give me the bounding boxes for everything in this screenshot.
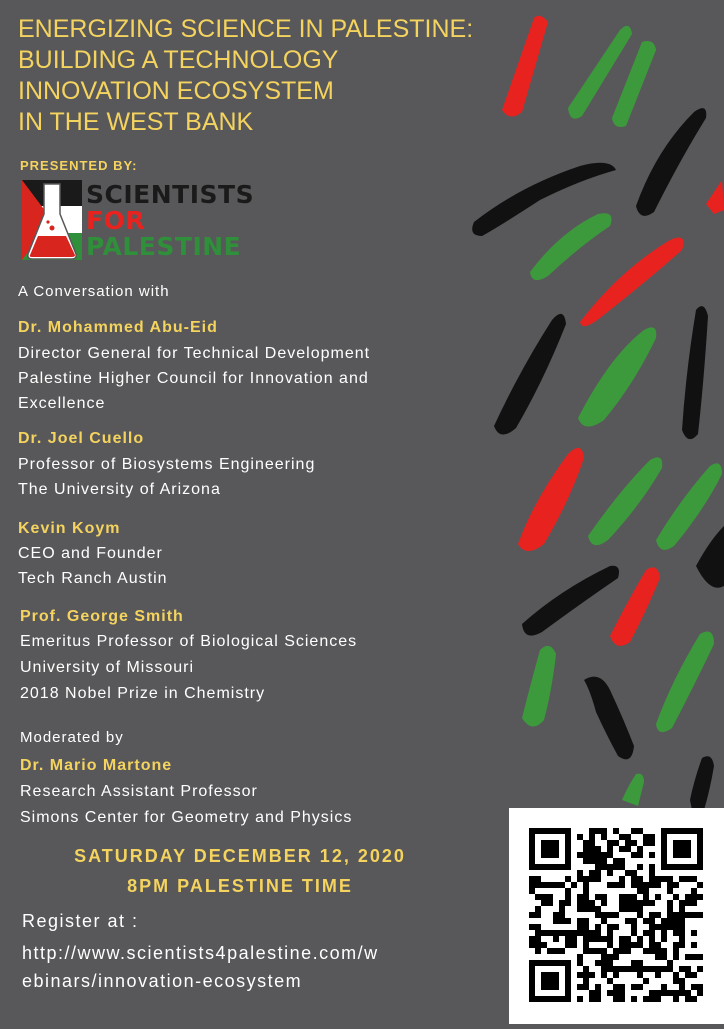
speaker-title-line: 2018 Nobel Prize in Chemistry (20, 685, 266, 702)
speaker-title-line: Excellence (18, 395, 106, 412)
logo-line-palestine: PALESTINE (86, 232, 242, 261)
presented-by-label: PRESENTED BY: (20, 158, 138, 173)
qr-code[interactable] (509, 808, 724, 1024)
qr-code-icon (509, 808, 724, 1024)
speaker-title-line: Director General for Technical Development (18, 345, 371, 362)
logo-line-for: FOR (86, 206, 146, 235)
speaker-title-line: CEO and Founder (18, 545, 163, 562)
logo-line-scientists: SCIENTISTS (86, 180, 255, 209)
speaker-title-line: Tech Ranch Austin (18, 570, 168, 587)
scientists-for-palestine-logo (22, 180, 262, 262)
speaker-title-line: Emeritus Professor of Biological Sciences (20, 633, 358, 650)
speaker-name: Kevin Koym (18, 520, 121, 537)
register-url-line[interactable]: http://www.scientists4palestine.com/w (22, 943, 379, 963)
moderator-title-line: Research Assistant Professor (20, 783, 258, 800)
speaker-title-line: Palestine Higher Council for Innovation and (18, 370, 369, 387)
event-date: SATURDAY DECEMBER 12, 2020 (74, 846, 406, 866)
speaker-title-line: The University of Arizona (18, 481, 221, 498)
flask-icon (22, 180, 82, 262)
event-time: 8PM PALESTINE TIME (127, 876, 353, 896)
speaker-name: Dr. Mohammed Abu-Eid (18, 319, 218, 336)
register-url-line[interactable]: ebinars/innovation-ecosystem (22, 971, 303, 991)
moderator-title-line: Simons Center for Geometry and Physics (20, 809, 353, 826)
register-label: Register at : (22, 911, 139, 931)
speaker-title-line: Professor of Biosystems Engineering (18, 456, 316, 473)
speaker-name: Prof. George Smith (20, 608, 184, 625)
speaker-name: Dr. Joel Cuello (18, 430, 145, 447)
decorative-brush-strokes (460, 0, 724, 810)
poster-title: ENERGIZING SCIENCE IN PALESTINE: BUILDING A TECHNOLOGY INNOVATION ECOSYSTEM IN THE WEST BANK (18, 15, 474, 136)
moderated-by-label: Moderated by (20, 729, 124, 746)
moderator-name: Dr. Mario Martone (20, 757, 173, 774)
speaker-title-line: University of Missouri (20, 659, 195, 676)
intro-text: A Conversation with (18, 283, 170, 300)
